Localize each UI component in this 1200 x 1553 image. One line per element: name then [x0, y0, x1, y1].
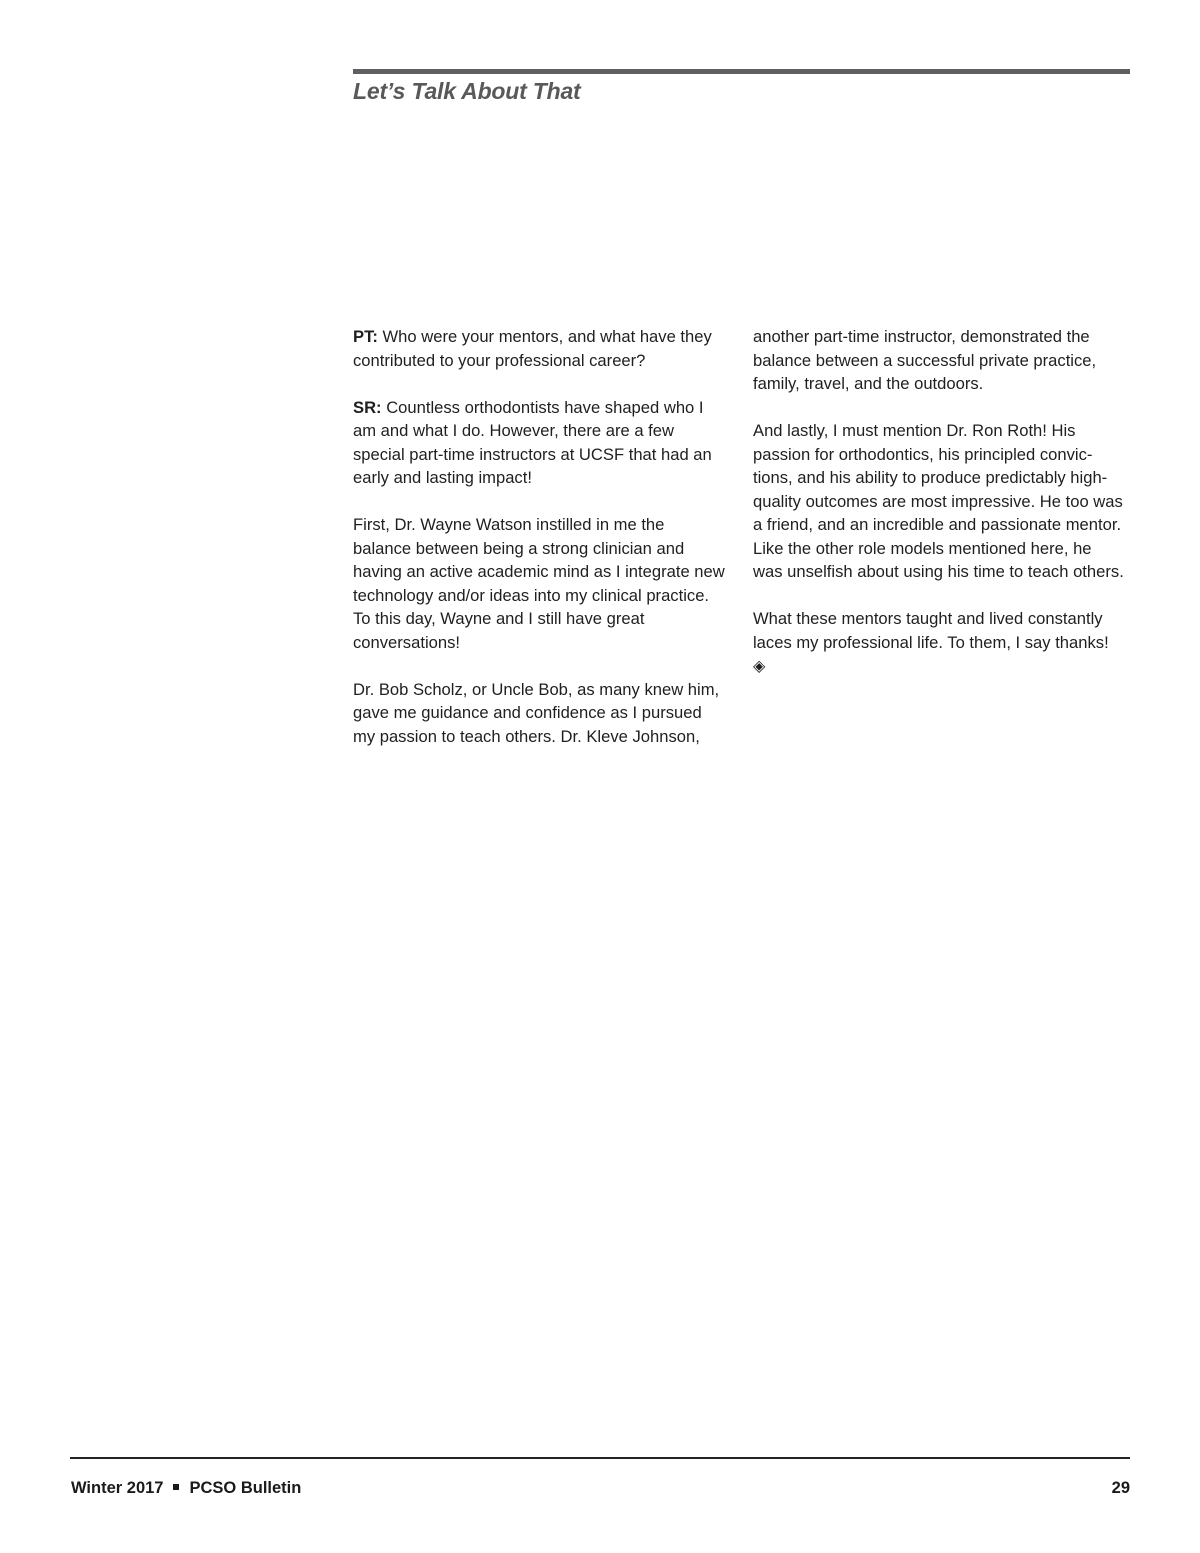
- body-paragraph: Dr. Bob Scholz, or Uncle Bob, as many knew him, gave me guidance and confidence as I pursued my passion to teach others. Dr. Kleve Johnson,: [353, 679, 720, 746]
- closing-paragraph: [753, 607, 1125, 679]
- speaker-label-pt: PT:: [353, 327, 378, 346]
- closing-text: What these mentors taught and lived constantly laces my professional life. To them, I say thanks!: [753, 609, 1109, 652]
- question-text: Who were your mentors, and what have they contributed to your professional career?: [353, 327, 712, 370]
- speaker-label-sr: SR:: [353, 397, 382, 417]
- footer-issue: Winter 2017: [71, 1479, 164, 1497]
- bullet-separator-icon: [173, 1484, 179, 1490]
- end-mark-icon: ◈: [753, 658, 766, 675]
- header-rule: [353, 69, 1130, 74]
- body-paragraph: First, Dr. Wayne Watson instilled in me the balance between being a strong clinician and having an active academic mind as I integrate new technology and/or ideas into my clinical practice. To this day, Wayne and I still have great conversations!: [353, 515, 725, 652]
- question-paragraph: [353, 325, 725, 372]
- answer-text: Countless orthodontists have shaped who I am and what I do. However, there are a few special part-time instructors at UCSF that had an early and lasting impact!: [353, 397, 712, 487]
- section-title: Let’s Talk About That: [353, 78, 581, 104]
- footer-rule: [70, 1457, 1130, 1459]
- footer-publication: PCSO Bulletin: [189, 1479, 302, 1497]
- article-column-left: [353, 325, 725, 748]
- article-column-right: [753, 325, 1125, 679]
- answer-paragraph: [353, 396, 725, 490]
- page-number: 29: [1111, 1479, 1130, 1497]
- body-paragraph: another part-time instructor, demonstrated the balance between a successful private practice, family, travel, and the outdoors.: [753, 327, 1097, 393]
- footer-publication-info: [71, 1479, 301, 1498]
- body-paragraph: And lastly, I must mention Dr. Ron Roth! His passion for orthodontics, his principled convic-tions, and his ability to produce predictably high-quality outcomes are most impressive. He too was a friend, and an incredible and passionate mentor. Like the other role models mentioned here, he was unselfish about using his time to teach others.: [753, 421, 1124, 581]
